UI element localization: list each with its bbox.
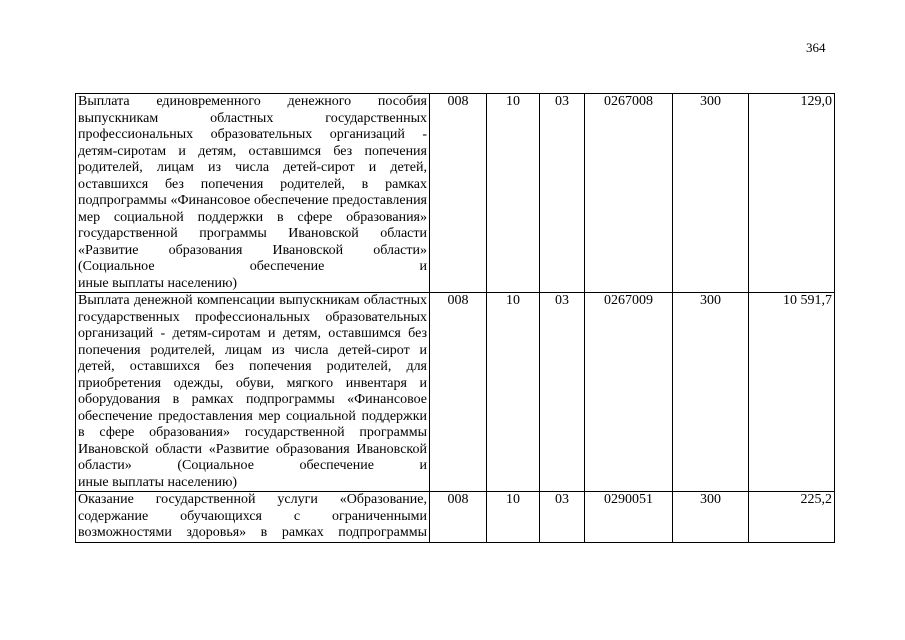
amount-value: 10 591,7 <box>749 293 835 492</box>
amount-value: 129,0 <box>749 94 835 293</box>
amount-value: 225,2 <box>749 492 835 543</box>
table-row <box>76 293 835 492</box>
target-article-code: 0267009 <box>585 293 673 492</box>
budget-table <box>75 93 835 543</box>
section-code: 10 <box>487 94 540 293</box>
ministry-code: 008 <box>430 94 487 293</box>
ministry-code: 008 <box>430 492 487 543</box>
row-description: Выплата единовременного денежного пособия выпускникам областных государственных профессиональных образовательных организаций - детям-сиротам и детям, оставшимся без попечения родителей, лицам из числа детей-сирот и детей, оставшихся без попечения родителей, в рамках подпрограммы «Финансовое обеспечение предоставления мер социальной поддержки в сфере образования» государственной программы Ивановской области «Развитие образования Ивановской области» (Социальное обеспечение и иные выплаты населению) <box>76 94 430 293</box>
table-row <box>76 94 835 293</box>
target-article-code: 0267008 <box>585 94 673 293</box>
row-description: Оказание государственной услуги «Образование, содержание обучающихся с ограниченными возможностями здоровья» в рамках подпрограммы <box>76 492 430 543</box>
expense-type-code: 300 <box>673 492 749 543</box>
section-code: 10 <box>487 492 540 543</box>
subsection-code: 03 <box>540 492 585 543</box>
expense-type-code: 300 <box>673 94 749 293</box>
table-row <box>76 492 835 543</box>
expense-type-code: 300 <box>673 293 749 492</box>
subsection-code: 03 <box>540 293 585 492</box>
page-number: 364 <box>806 40 826 55</box>
row-description: Выплата денежной компенсации выпускникам областных государственных профессиональных образовательных организаций - детям-сиротам и детям, оставшимся без попечения родителей, лицам из числа детей-сирот и детей, оставшихся без попечения родителей, для приобретения одежды, обуви, мягкого инвентаря и оборудования в рамках подпрограммы «Финансовое обеспечение предоставления мер социальной поддержки в сфере образования» государственной программы Ивановской области «Развитие образования Ивановской области» (Социальное обеспечение и иные выплаты населению) <box>76 293 430 492</box>
ministry-code: 008 <box>430 293 487 492</box>
section-code: 10 <box>487 293 540 492</box>
target-article-code: 0290051 <box>585 492 673 543</box>
subsection-code: 03 <box>540 94 585 293</box>
